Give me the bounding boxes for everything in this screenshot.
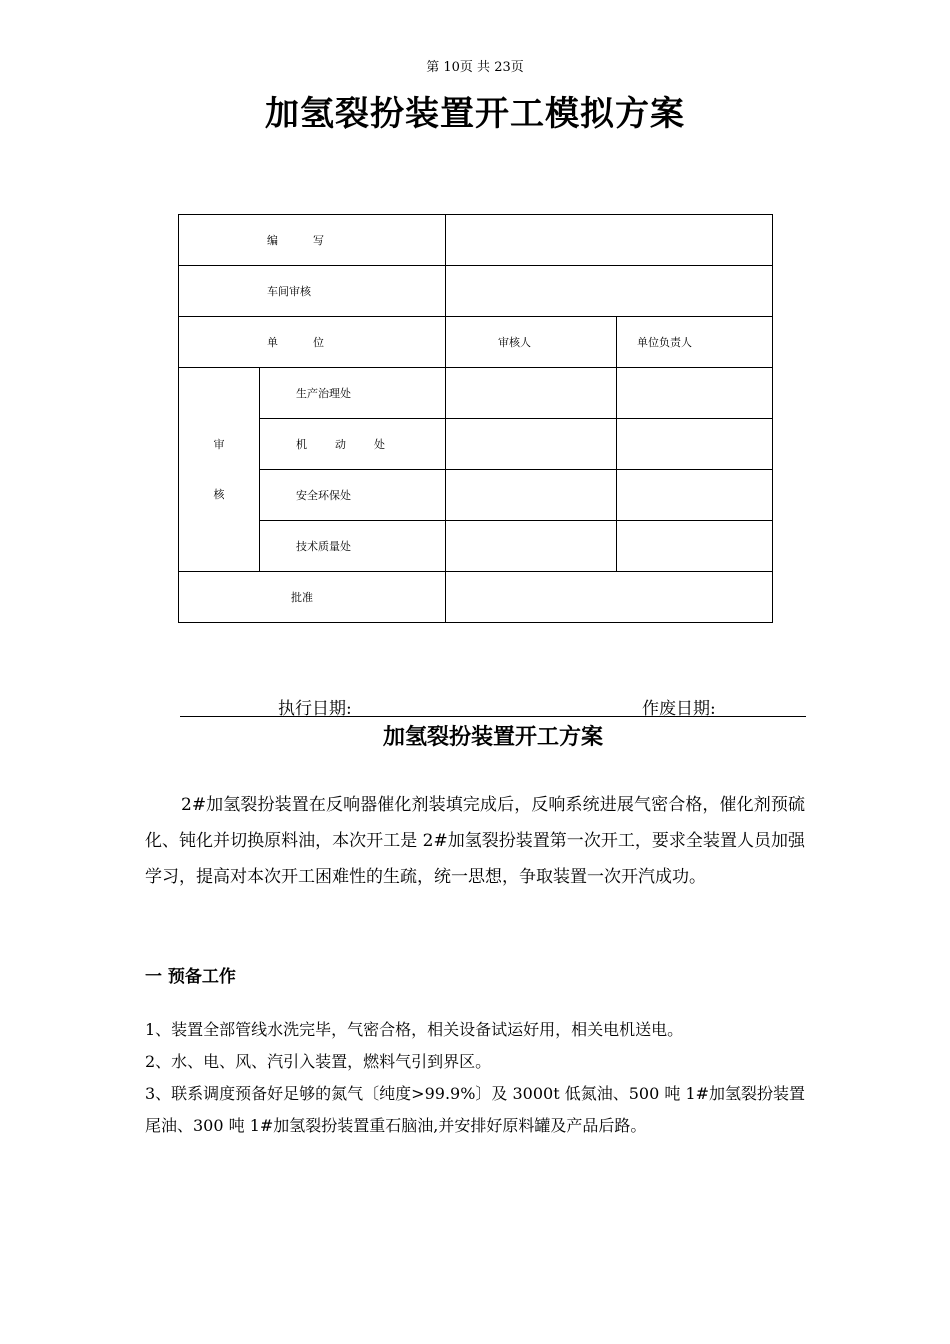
date-line xyxy=(180,694,806,717)
workshop-review-label: 车间审核 xyxy=(179,266,446,317)
table-row xyxy=(179,215,773,266)
write-value-cell xyxy=(446,215,773,266)
list-item: 2、水、电、风、汽引入装置，燃料气引到界区。 xyxy=(145,1052,492,1071)
workshop-review-value-cell xyxy=(446,266,773,317)
review-label-bottom: 核 xyxy=(213,487,225,501)
reviewer-cell xyxy=(446,419,617,470)
dept-quality: 技术质量处 xyxy=(260,521,446,572)
review-label-top: 审 xyxy=(213,437,225,451)
dept-mechanical: 机 动 处 xyxy=(260,419,446,470)
list-item: 3、联系调度预备好足够的氮气〔纯度>99.9%〕及 3000t 低氮油、500 吨 1#加氢裂扮装置尾油、300 吨 1#加氢裂扮装置重石脑油,并安排好原料罐及产品后路。 xyxy=(145,1084,806,1135)
dept-production: 生产治理处 xyxy=(260,368,446,419)
leader-header: 单位负责人 xyxy=(617,317,773,368)
leader-cell xyxy=(617,470,773,521)
reviewer-cell xyxy=(446,368,617,419)
table-row xyxy=(179,266,773,317)
table-row xyxy=(179,419,773,470)
review-group-label xyxy=(179,368,260,572)
table-row xyxy=(179,572,773,623)
list-item: 1、装置全部管线水洗完毕，气密合格，相关设备试运好用，相关电机送电。 xyxy=(145,1020,684,1039)
table-row xyxy=(179,317,773,368)
intro-paragraph: 2#加氢裂扮装置在反响器催化剂装填完成后，反响系统进展气密合格，催化剂预硫化、钝化并切换原料油，本次开工是 2#加氢裂扮装置第一次开工，要求全装置人员加强学习，提高对本次开工困难性的生疏，统一思想，争取装置一次开汽成功。 xyxy=(145,795,805,887)
table-row xyxy=(179,521,773,572)
reviewer-cell xyxy=(446,470,617,521)
reviewer-cell xyxy=(446,521,617,572)
dept-safety: 安全环保处 xyxy=(260,470,446,521)
leader-cell xyxy=(617,419,773,470)
reviewer-header: 审核人 xyxy=(446,317,617,368)
exec-date-label: 执行日期: xyxy=(278,699,352,719)
void-date-label: 作废日期: xyxy=(642,699,716,719)
document-title: 加氢裂扮装置开工模拟方案 xyxy=(265,94,685,134)
leader-cell xyxy=(617,368,773,419)
table-row xyxy=(179,368,773,419)
leader-cell xyxy=(617,521,773,572)
table-row xyxy=(179,470,773,521)
unit-label: 单 位 xyxy=(179,317,446,368)
page-number: 第 10页 共 23页 xyxy=(426,60,524,75)
write-label: 编 写 xyxy=(179,215,446,266)
section-heading: 一 预备工作 xyxy=(145,967,236,987)
approve-value-cell xyxy=(446,572,773,623)
approval-table xyxy=(178,214,773,623)
section-title: 加氢裂扮装置开工方案 xyxy=(382,725,603,750)
approve-label: 批准 xyxy=(179,572,446,623)
item-list xyxy=(145,1014,807,1142)
